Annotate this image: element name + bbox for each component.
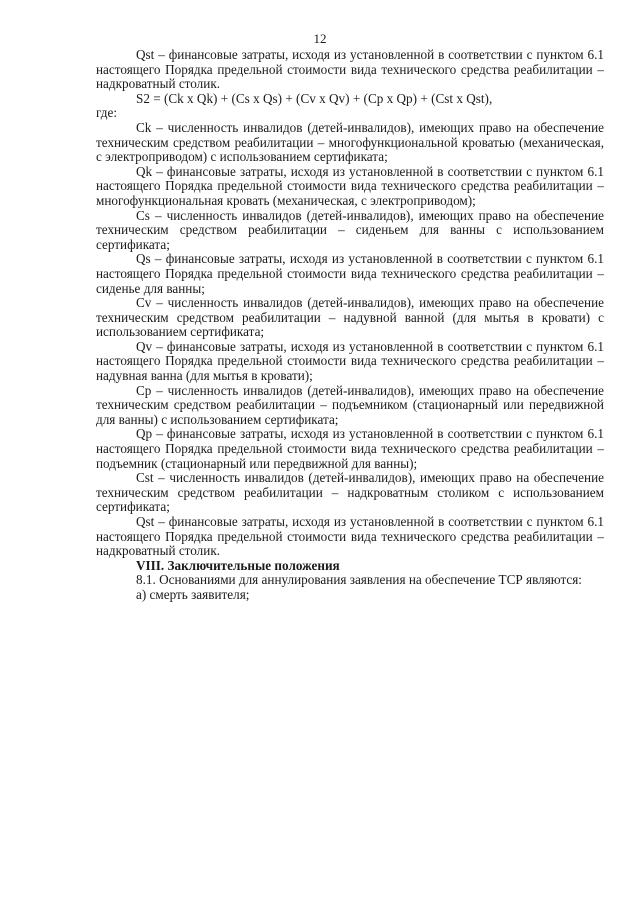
definition-cst: Cst – численность инвалидов (детей-инвалидов), имеющих право на обеспечение техническим средством реабилитации – надкроватным столиком с использованием сертификата; bbox=[96, 470, 604, 515]
definition-qp: Qp – финансовые затраты, исходя из установленной в соответствии с пунктом 6.1 настоящего Порядка предельной стоимости вида технического средства реабилитации – подъемник (стационарный или передвижной для ванны); bbox=[96, 426, 604, 471]
definition-ck: Ck – численность инвалидов (детей-инвалидов), имеющих право на обеспечение техническим средством реабилитации – многофункциональной кроватью (механическая, с электроприводом) с использованием сертификата; bbox=[96, 119, 604, 165]
definition-qs: Qs – финансовые затраты, исходя из установленной в соответствии с пунктом 6.1 настоящего Порядка предельной стоимости вида технического средства реабилитации – сиденье для ванны; bbox=[96, 251, 604, 296]
final-provisions bbox=[96, 573, 604, 602]
section-heading: VIII. Заключительные положения bbox=[136, 557, 340, 573]
clause-8-1-item-a: а) смерть заявителя; bbox=[136, 586, 250, 602]
formula: S2 = (Ck x Qk) + (Cs x Qs) + (Cv x Qv) + (Cp x Qp) + (Cst x Qst), bbox=[136, 90, 493, 106]
intro-paragraph: Qst – финансовые затраты, исходя из установленной в соответствии с пунктом 6.1 настоящего Порядка предельной стоимости вида технического средства реабилитации – надкроватный столик. bbox=[96, 47, 604, 92]
where-label: где: bbox=[96, 105, 117, 121]
page-number: 12 bbox=[313, 31, 327, 46]
document-body bbox=[96, 48, 604, 603]
definition-qst: Qst – финансовые затраты, исходя из установленной в соответствии с пунктом 6.1 настоящего Порядка предельной стоимости вида технического средства реабилитации – надкроватный столик. bbox=[96, 514, 604, 559]
definition-qv: Qv – финансовые затраты, исходя из установленной в соответствии с пунктом 6.1 настоящего Порядка предельной стоимости вида технического средства реабилитации – надувная ванна (для мытья в кровати); bbox=[96, 338, 604, 384]
clause-8-1: 8.1. Основаниями для аннулирования заявления на обеспечение ТСР являются: bbox=[136, 572, 582, 588]
definition-qk: Qk – финансовые затраты, исходя из установленной в соответствии с пунктом 6.1 настоящего Порядка предельной стоимости вида технического средства реабилитации – многофункциональная кровать (механическая, с электроприводом); bbox=[96, 163, 604, 208]
definition-cp: Cp – численность инвалидов (детей-инвалидов), имеющих право на обеспечение техническим средством реабилитации – подъемником (стационарный или передвижной для ванны) с использованием сертификата; bbox=[96, 382, 604, 427]
definition-cv: Cv – численность инвалидов (детей-инвалидов), имеющих право на обеспечение техническим средством реабилитации – надувной ванной (для мытья в кровати) с использованием сертификата; bbox=[96, 295, 604, 340]
definition-cs: Cs – численность инвалидов (детей-инвалидов), имеющих право на обеспечение техническим средством реабилитации – сиденьем для ванны с использованием сертификата; bbox=[96, 207, 604, 252]
